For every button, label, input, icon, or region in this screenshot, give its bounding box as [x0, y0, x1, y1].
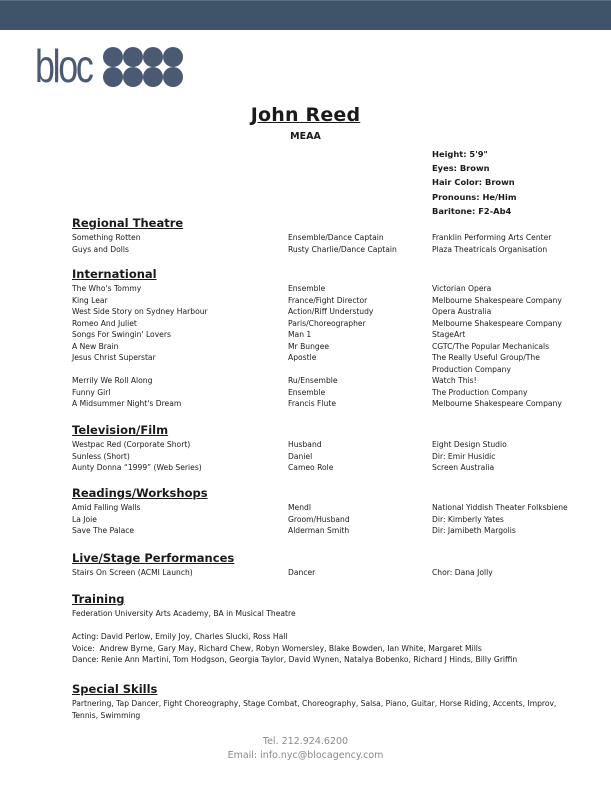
credit-company: Victorian Opera	[432, 284, 492, 293]
training-degree: Federation University Arts Academy, BA in Musical Theatre	[72, 609, 296, 618]
credit-role: Daniel	[288, 451, 313, 461]
credit-row	[72, 232, 572, 244]
credit-role: Cameo Role	[288, 463, 334, 472]
credit-company: Dir: Emir Husidic	[432, 451, 496, 461]
section-title: Television/Film	[72, 423, 169, 437]
credit-show: Aunty Donna “1999” (Web Series)	[72, 463, 202, 472]
credit-row	[72, 244, 572, 256]
credit-row	[72, 283, 572, 295]
logo-wordmark: bloc	[35, 40, 92, 92]
credit-row	[72, 329, 572, 341]
credit-company: Melbourne Shakespeare Company	[432, 399, 562, 408]
credit-company: StageArt	[432, 330, 466, 339]
credit-company: Chor: Dana Jolly	[432, 568, 493, 577]
credit-row	[72, 375, 572, 387]
credit-role: Francis Flute	[288, 399, 336, 408]
credit-row	[72, 514, 572, 526]
section-training	[72, 592, 572, 666]
credit-company: Dir: Jamibeth Margolis	[432, 526, 516, 535]
credit-show: Romeo And Juliet	[72, 318, 137, 328]
credit-company: Melbourne Shakespeare Company	[432, 318, 562, 328]
stat-hair: Hair Color: Brown	[432, 177, 515, 188]
section-title: Special Skills	[72, 682, 158, 696]
training-dance: Dance: Renie Ann Martini, Tom Hodgson, Georgia Taylor, David Wynen, Natalya Bobenko, Richard J Hinds, Billy Griffin	[72, 655, 518, 664]
credit-role: Ensemble	[288, 387, 326, 397]
section-title: Live/Stage Performances	[72, 551, 235, 565]
credit-role: Apostle	[288, 353, 317, 362]
credit-row	[72, 352, 572, 375]
credit-row	[72, 318, 572, 330]
credit-role: Dancer	[288, 568, 316, 577]
credit-row	[72, 502, 572, 514]
footer-phone: Tel. 212.924.6200	[262, 736, 349, 747]
credit-show: Something Rotten	[72, 233, 141, 242]
credit-show: Sunless (Short)	[72, 451, 130, 461]
credit-show: Save The Palace	[72, 526, 135, 535]
actor-name: John Reed	[250, 104, 361, 126]
training-voice: Voice: Andrew Byrne, Gary May, Richard Chew, Robyn Womersley, Blake Bowden, Ian White, Margaret Mills	[72, 643, 482, 653]
section-television-film	[72, 423, 572, 474]
credit-row	[72, 439, 572, 451]
credit-role: Ensemble/Dance Captain	[288, 233, 384, 242]
section-live-stage	[72, 551, 572, 579]
footer-email: Email: info.nyc@blocagency.com	[227, 750, 384, 761]
credit-row	[72, 398, 572, 410]
credit-role: France/Fight Director	[288, 295, 368, 305]
credit-show: La Joie	[72, 514, 97, 524]
credit-role: Paris/Choreographer	[288, 318, 366, 328]
credit-show: A Midsummer Night's Dream	[72, 399, 182, 408]
credit-company: Plaza Theatricals Organisation	[432, 244, 548, 254]
credit-show: Funny Girl	[72, 387, 111, 397]
credit-role: Ru/Ensemble	[288, 376, 338, 385]
credit-role: Mr Bungee	[288, 341, 330, 351]
training-acting: Acting: David Perlow, Emily Joy, Charles Slucki, Ross Hall	[72, 632, 288, 641]
credit-row	[72, 341, 572, 353]
credit-row	[72, 306, 572, 318]
stat-pronouns: Pronouns: He/Him	[432, 191, 517, 202]
section-title: Readings/Workshops	[72, 486, 208, 500]
logo-dots-icon	[103, 47, 182, 86]
credit-company: National Yiddish Theater Folksbiene	[432, 503, 568, 512]
section-title: Training	[72, 592, 125, 606]
stat-voice-range: Baritone: F2-Ab4	[432, 205, 512, 216]
section-regional-theatre	[72, 216, 572, 255]
credit-row	[72, 567, 572, 579]
credit-company: Eight Design Studio	[432, 440, 507, 449]
physical-stats	[432, 147, 516, 218]
credit-company: CGTC/The Popular Mechanicals	[432, 341, 550, 351]
credit-show: A New Brain	[72, 341, 119, 351]
credit-show: Westpac Red (Corporate Short)	[72, 440, 191, 449]
credit-row	[72, 295, 572, 307]
credit-show: Songs For Swingin' Lovers	[72, 330, 171, 339]
credit-role: Mendl	[288, 503, 311, 512]
credit-show: Amid Falling Walls	[72, 503, 141, 512]
credit-company: The Production Company	[432, 387, 528, 397]
credit-company: The Really Useful Group/The Production Company	[432, 353, 540, 374]
stat-height: Height: 5'9"	[432, 149, 488, 159]
credit-company: Melbourne Shakespeare Company	[432, 295, 562, 305]
credit-show: King Lear	[72, 295, 108, 305]
credit-company: Franklin Performing Arts Center	[432, 233, 552, 242]
credit-row	[72, 525, 572, 537]
credit-show: Merrily We Roll Along	[72, 376, 153, 385]
contact-footer	[0, 735, 611, 763]
credit-role: Groom/Husband	[288, 514, 350, 524]
credit-company: Dir: Kimberly Yates	[432, 514, 504, 524]
credit-company: Opera Australia	[432, 307, 492, 316]
union-affiliation: MEAA	[290, 131, 321, 142]
credit-show: West Side Story on Sydney Harbour	[72, 307, 208, 316]
credit-row	[72, 462, 572, 474]
section-special-skills	[72, 682, 577, 721]
credit-row	[72, 387, 572, 399]
credit-company: Screen Australia	[432, 463, 495, 472]
credit-role: Man 1	[288, 330, 312, 339]
credit-show: Jesus Christ Superstar	[72, 353, 156, 362]
credit-role: Husband	[288, 440, 322, 449]
credit-role: Alderman Smith	[288, 526, 350, 535]
section-international	[72, 267, 572, 410]
credit-row	[72, 451, 572, 463]
credit-role: Rusty Charlie/Dance Captain	[288, 244, 397, 254]
credit-show: The Who's Tommy	[72, 284, 142, 293]
credit-company: Watch This!	[432, 376, 477, 385]
skills-list: Partnering, Tap Dancer, Fight Choreography, Stage Combat, Choreography, Salsa, Piano, Guitar, Horse Riding, Accents, Improv, Tennis, Swimming	[72, 699, 557, 720]
credit-role: Ensemble	[288, 284, 326, 293]
credit-show: Stairs On Screen (ACMI Launch)	[72, 568, 193, 577]
stat-eyes: Eyes: Brown	[432, 163, 490, 174]
credit-show: Guys and Dolls	[72, 244, 129, 254]
header-bar	[0, 0, 611, 30]
section-title: Regional Theatre	[72, 216, 184, 230]
section-readings-workshops	[72, 486, 572, 537]
agency-logo	[35, 40, 182, 92]
credit-role: Action/Riff Understudy	[288, 307, 374, 316]
section-title: International	[72, 267, 157, 281]
